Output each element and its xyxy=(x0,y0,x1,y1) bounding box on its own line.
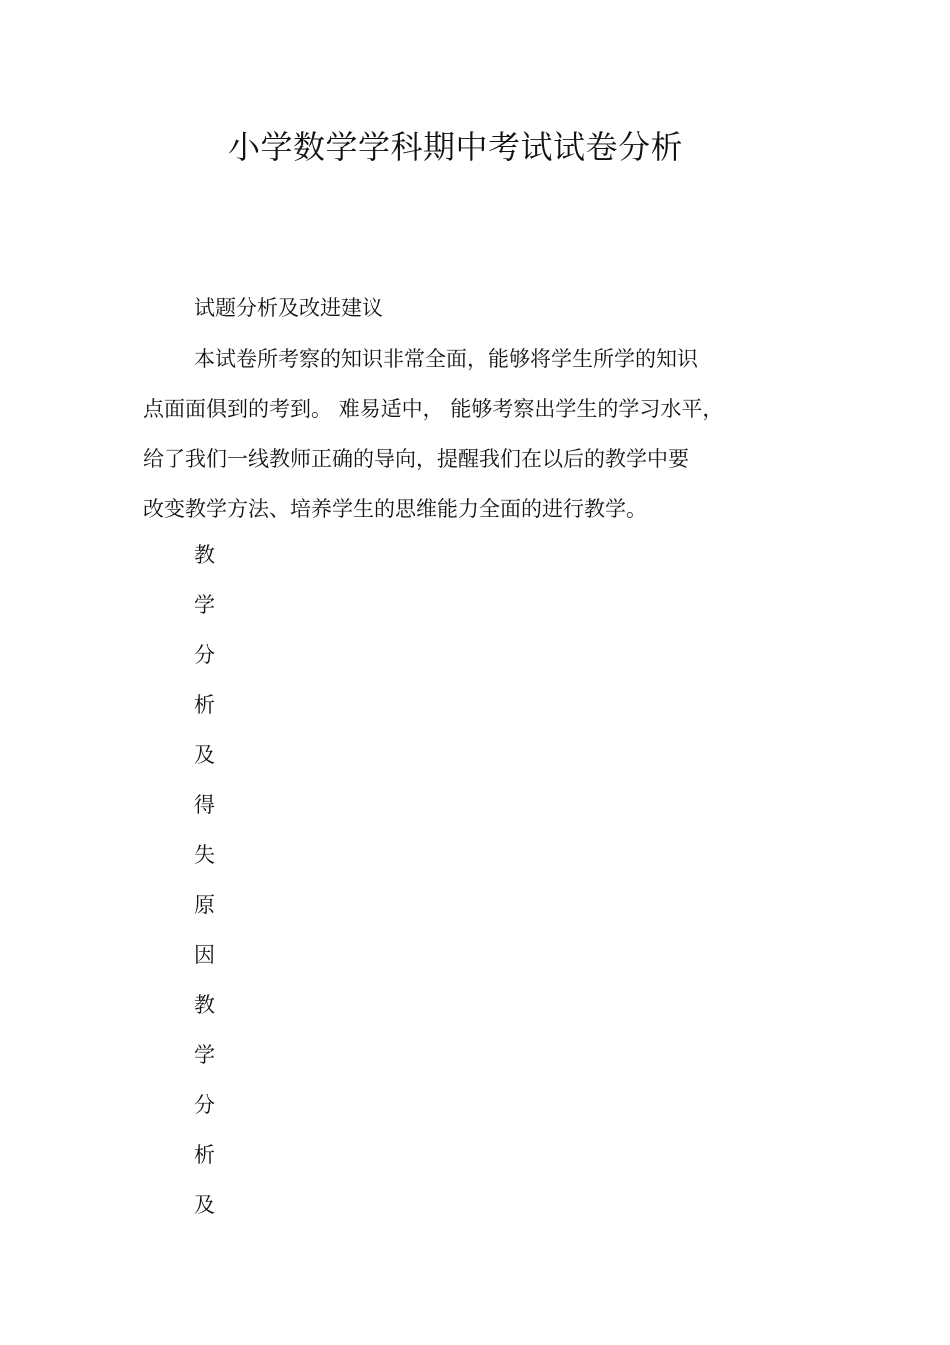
vertical-char: 原 xyxy=(194,893,215,917)
vertical-char: 及 xyxy=(194,743,215,767)
vertical-char: 及 xyxy=(194,1193,215,1217)
vertical-char: 分 xyxy=(194,643,215,667)
paragraph-line-1: 本试卷所考察的知识非常全面，能够将学生所学的知识 xyxy=(194,347,698,371)
paragraph-line-2: 点面面俱到的考到。 难易适中， 能够考察出学生的学习水平， xyxy=(143,397,724,421)
vertical-char: 失 xyxy=(194,843,215,867)
vertical-char: 教 xyxy=(194,543,215,567)
vertical-char: 教 xyxy=(194,993,215,1017)
vertical-char: 学 xyxy=(194,1043,215,1067)
paragraph-line-3: 给了我们一线教师正确的导向，提醒我们在以后的教学中要 xyxy=(143,447,689,471)
vertical-char: 分 xyxy=(194,1093,215,1117)
vertical-char: 析 xyxy=(194,693,215,717)
vertical-char: 得 xyxy=(194,793,215,817)
vertical-char: 因 xyxy=(194,943,215,967)
paragraph-line-4: 改变教学方法、培养学生的思维能力全面的进行教学。 xyxy=(143,497,647,521)
vertical-char: 学 xyxy=(194,593,215,617)
section-heading: 试题分析及改进建议 xyxy=(194,296,383,320)
vertical-char: 析 xyxy=(194,1143,215,1167)
document-title: 小学数学学科期中考试试卷分析 xyxy=(228,128,684,166)
